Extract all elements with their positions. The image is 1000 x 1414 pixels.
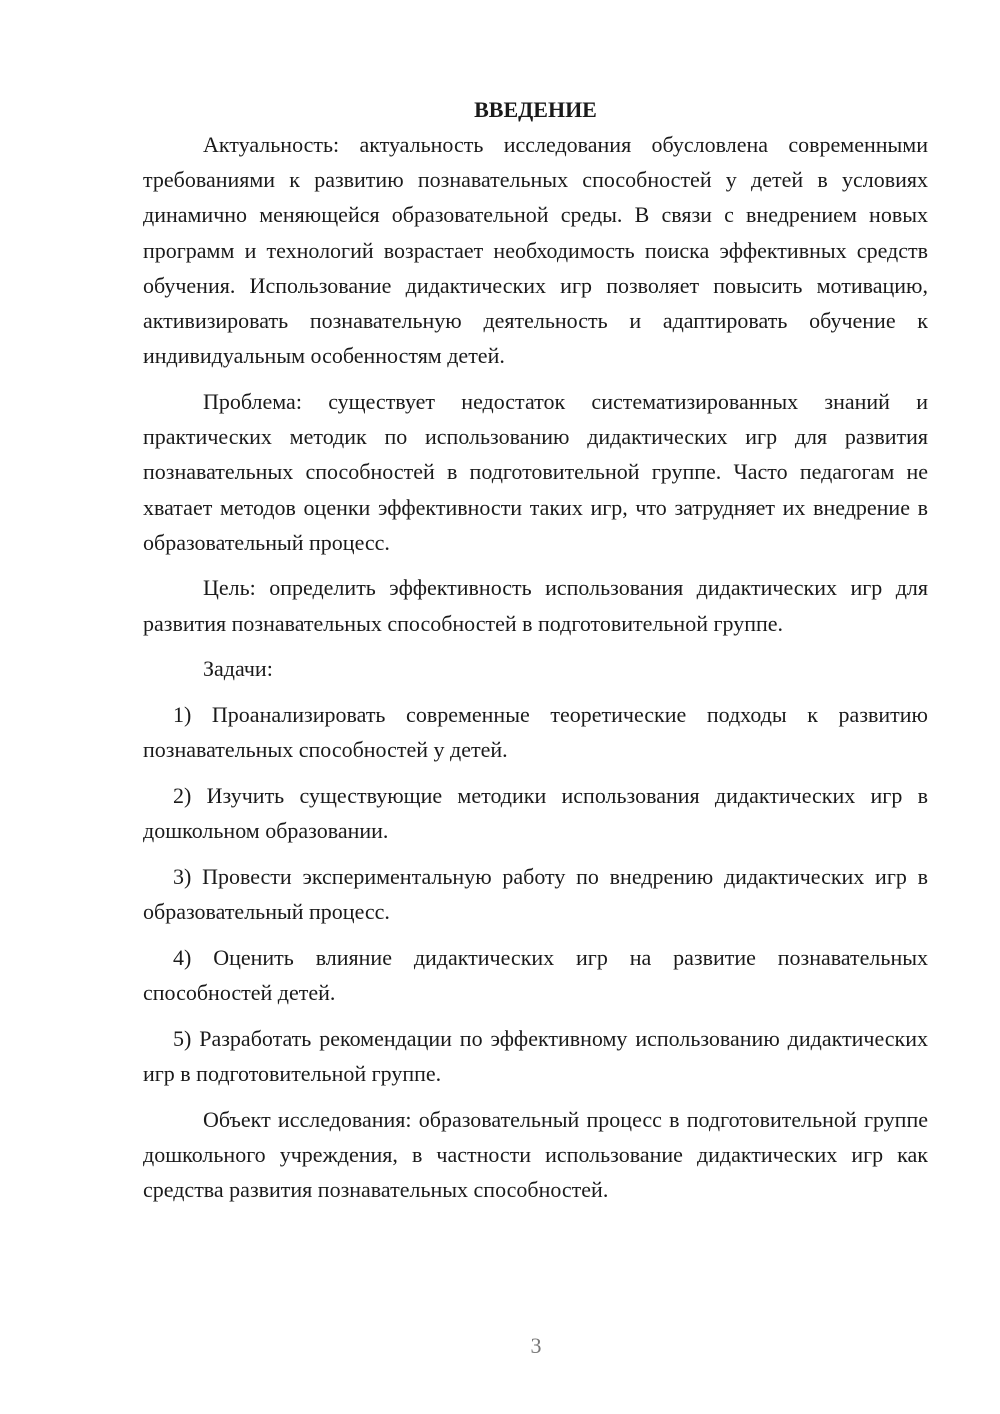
- task-item-4: 4) Оценить влияние дидактических игр на развитие познавательных способностей детей.: [143, 944, 928, 1005]
- task-item-1: 1) Проанализировать современные теоретические подходы к развитию познавательных способностей у детей.: [143, 702, 928, 763]
- task-item-3: 3) Провести экспериментальную работу по внедрению дидактических игр в образовательный процесс.: [143, 863, 928, 925]
- document-page: [143, 92, 928, 1207]
- task-item-2: 2) Изучить существующие методики использования дидактических игр в дошкольном образовании.: [143, 782, 928, 844]
- task-item-5: 5) Разработать рекомендации по эффективному использованию дидактических игр в подготовительной группе.: [143, 1025, 928, 1086]
- tasks-label: Задачи:: [203, 656, 273, 682]
- goal-paragraph: Цель: определить эффективность использования дидактических игр для развития познавательных способностей в подготовительной группе.: [143, 575, 928, 636]
- section-heading: ВВЕДЕНИЕ: [474, 97, 597, 122]
- page-number: 3: [530, 1333, 542, 1358]
- relevance-paragraph: Актуальность: актуальность исследования обусловлена современными требованиями к развитию познавательных способностей у детей в условиях динамично меняющейся образовательной среды. В связи с внедрением новых программ и технологий возрастает необходимость поиска эффективных средств обучения. Использование дидактических игр позволяет повысить мотивацию, активизировать познавательную деятельность и адаптировать обучение к индивидуальным особенностям детей.: [143, 132, 928, 369]
- object-paragraph: Объект исследования: образовательный процесс в подготовительной группе дошкольного учреждения, в частности использование дидактических игр как средства развития познавательных способностей.: [143, 1106, 928, 1202]
- problem-paragraph: Проблема: существует недостаток систематизированных знаний и практических методик по использованию дидактических игр для развития познавательных способностей в подготовительной группе. Часто педагогам не хватает методов оценки эффективности таких игр, что затрудняет их внедрение в образовательный процесс.: [143, 388, 928, 555]
